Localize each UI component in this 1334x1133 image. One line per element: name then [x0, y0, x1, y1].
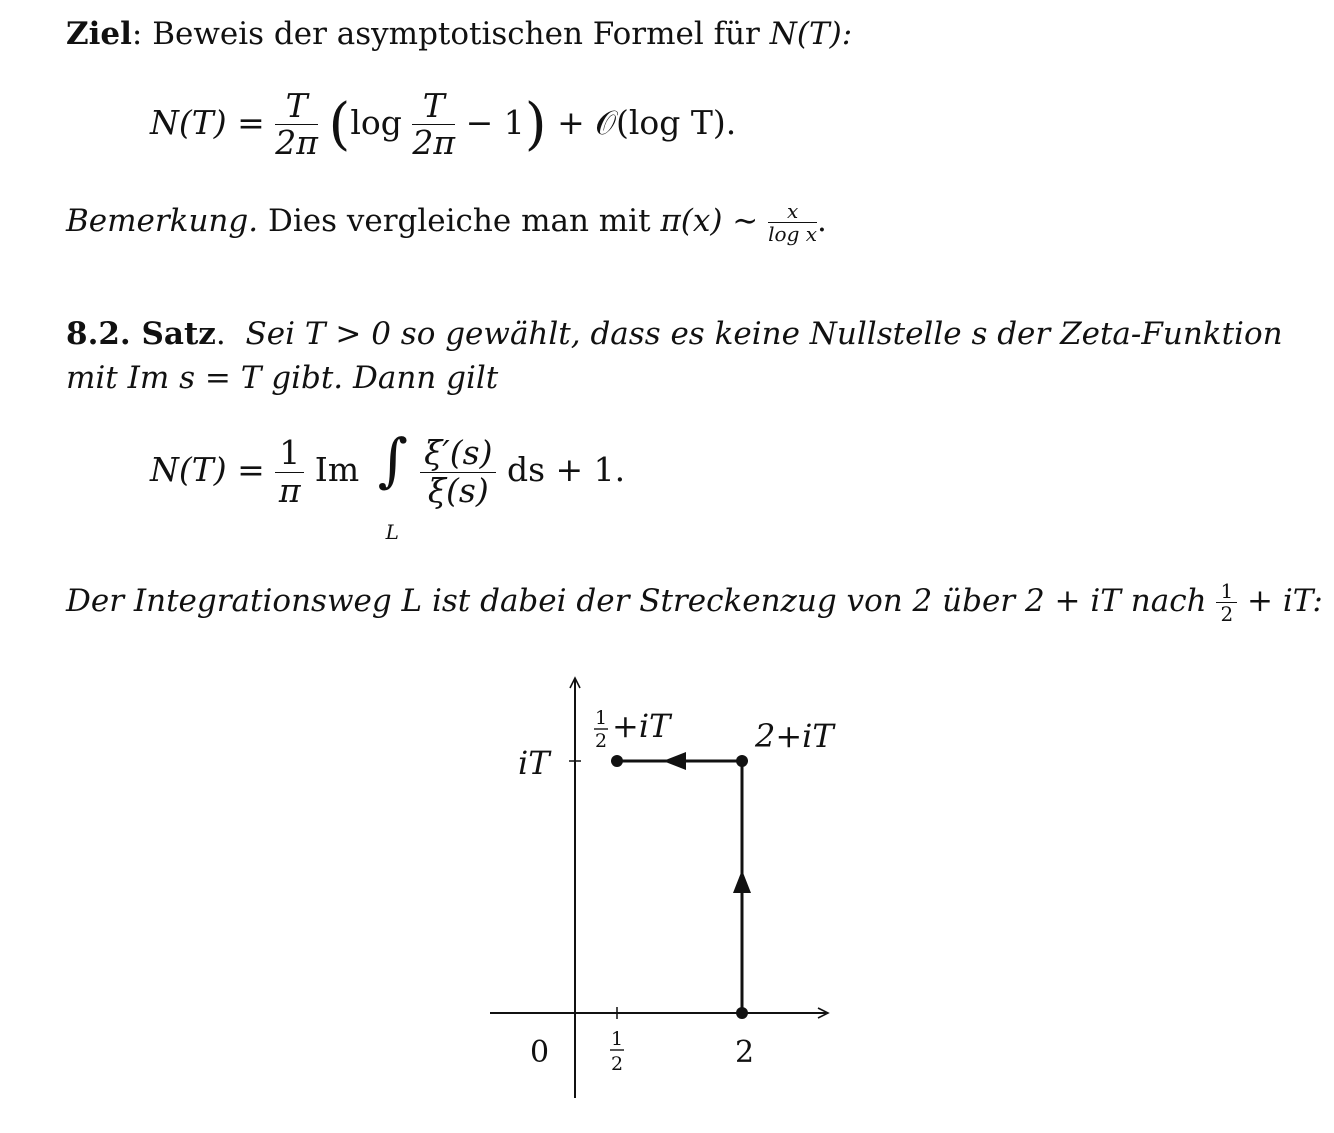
label-start: 2+iT [755, 717, 834, 755]
remark-end: . [817, 203, 827, 239]
formula1-tail: + 𝒪(log T). [557, 102, 737, 142]
remark-frac-den: log x [768, 222, 818, 246]
theorem-line-2: mit Im s = T gibt. Dann gilt [66, 360, 499, 396]
integral-sign: ∫ [377, 426, 408, 494]
label-half-den: 2 [610, 1053, 624, 1075]
formula1-f2-den: 2π [412, 123, 456, 163]
remark-label: Bemerkung. [66, 203, 259, 239]
remark-frac-num: x [768, 200, 817, 223]
formula1-f1-den: 2π [275, 123, 318, 163]
label-zero: 0 [530, 1035, 550, 1070]
formula1-f1-num: T [275, 88, 318, 125]
formula2-im: Im [314, 450, 360, 489]
path-tail: + iT: [1247, 583, 1323, 619]
path-frac-num: 1 [1216, 580, 1237, 603]
goal-expr: N(T): [769, 16, 853, 52]
formula1-minus-one: − 1 [465, 102, 525, 142]
formula2-f-den: π [278, 470, 301, 510]
theorem-text-1: Sei T > 0 so gewählt, dass es keine Nullstelle s der Zeta-Funktion [245, 316, 1283, 352]
path-frac-den: 2 [1220, 602, 1234, 626]
formula2-tail: ds + 1. [506, 450, 626, 489]
label-end-half-den: 2 [594, 730, 608, 752]
left-arrow-icon [663, 752, 686, 770]
formula1-lhs: N(T) = [150, 102, 265, 142]
goal-colon: : [131, 16, 143, 52]
formula2-lhs: N(T) = [150, 450, 265, 489]
theorem-number: 8.2. Satz [66, 316, 216, 352]
label-half-num: 1 [610, 1028, 624, 1050]
label-end-half-num: 1 [594, 707, 608, 729]
point-half-plus-iT [611, 755, 623, 767]
theorem-dot: . [215, 316, 226, 352]
remark-text: Dies vergleiche man mit [267, 203, 651, 239]
integral-subscript: L [385, 520, 399, 544]
formula1-log: log [350, 102, 402, 142]
point-two [736, 1007, 748, 1019]
goal-label: Ziel [66, 16, 132, 52]
label-two: 2 [735, 1035, 755, 1070]
formula1-f2-num: T [412, 88, 455, 125]
label-end-suffix: +iT [612, 707, 671, 745]
formula2-g-den: ξ(s) [427, 470, 489, 510]
label-iT: iT [518, 744, 550, 782]
path-text: Der Integrationsweg L ist dabei der Streckenzug von 2 über 2 + iT nach [66, 583, 1207, 619]
point-two-plus-iT [736, 755, 748, 767]
formula1-open-paren: ( [328, 91, 351, 157]
formula2-f-num: 1 [275, 435, 304, 472]
formula2-g-num: ξ′(s) [420, 435, 496, 472]
up-arrow-icon [733, 870, 751, 893]
formula1-close-paren: ) [524, 91, 547, 157]
goal-text: Beweis der asymptotischen Formel für [152, 16, 760, 52]
remark-expr: π(x) ∼ [660, 203, 759, 239]
